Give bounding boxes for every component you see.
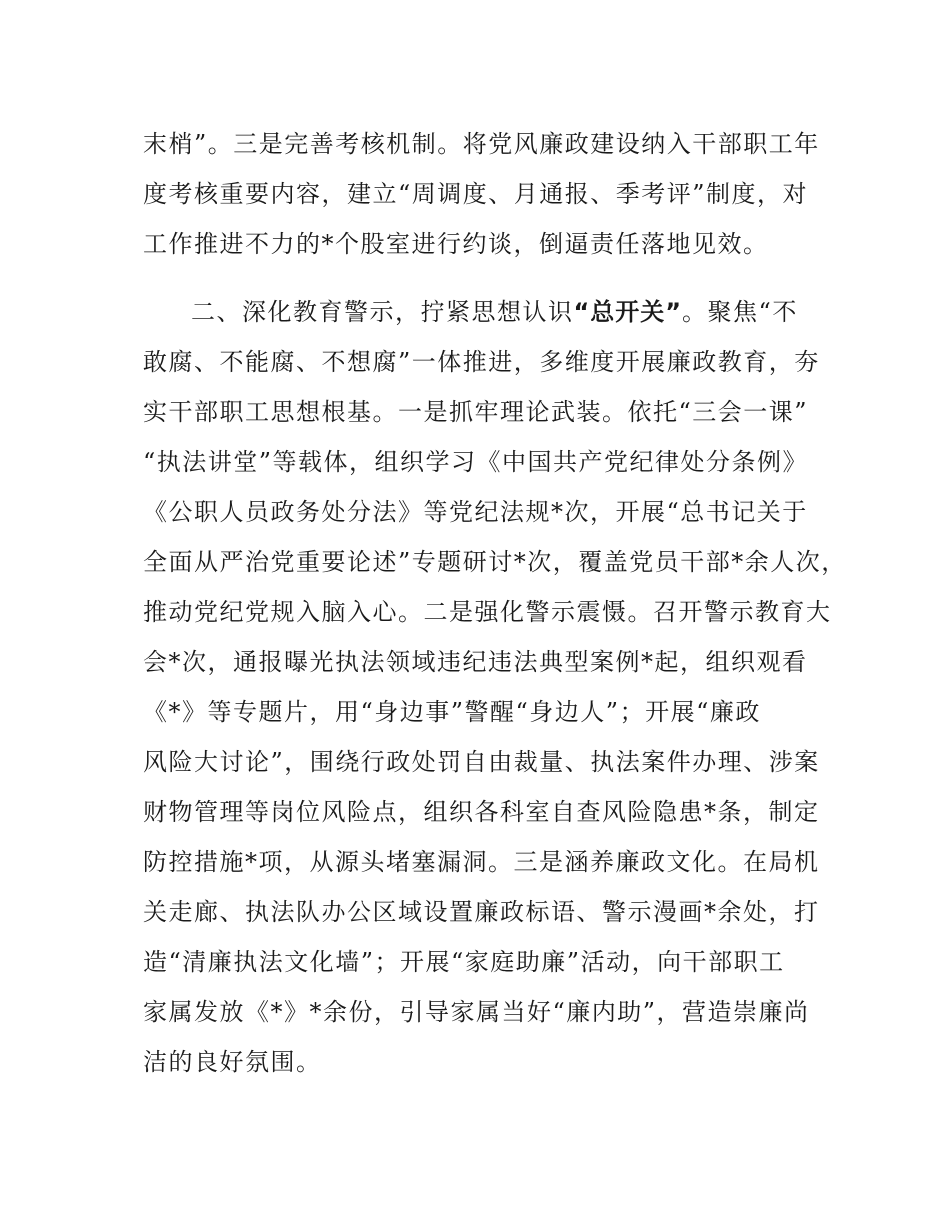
text-line: 财物管理等岗位风险点，组织各科室自查风险隐患*条，制定 [143,798,820,826]
text-line: 实干部职工思想根基。一是抓牢理论武装。依托“三会一课” [143,398,809,426]
text-line: 末梢”。三是完善考核机制。将党风廉政建设纳入干部职工年 [143,130,820,158]
heading-emphasis: “总开关” [573,298,683,326]
text-line: “执法讲堂”等载体，组织学习《中国共产党纪律处分条例》 [143,448,809,476]
text-line: 《公职人员政务处分法》等党纪法规*次，开展“总书记关于 [143,498,808,526]
text-line: 防控措施*项，从源头堵塞漏洞。三是涵养廉政文化。在局机 [143,848,820,876]
text-line: 会*次，通报曝光执法领域违纪违法典型案例*起，组织观看 [143,648,808,676]
text-line: 推动党纪党规入脑入心。二是强化警示震慑。召开警示教育大 [143,598,832,626]
text-line: 度考核重要内容，建立“周调度、月通报、季考评”制度，对 [143,180,809,208]
text-line: 造“清廉执法文化墙”；开展“家庭助廉”活动，向干部职工 [143,948,785,976]
text-line: 敢腐、不能腐、不想腐”一体推进，多维度开展廉政教育，夯 [143,348,820,376]
heading-suffix: 。聚焦“不 [682,298,798,326]
text-line: 全面从严治党重要论述”专题研讨*次，覆盖党员干部*余人次， [143,548,847,576]
text-line: 关走廊、执法队办公区域设置廉政标语、警示漫画*余处，打 [143,898,820,926]
text-line: 风险大讨论”，围绕行政处罚自由裁量、执法案件办理、涉案 [143,748,820,776]
text-line: 《*》等专题片，用“身边事”警醒“身边人”；开展“廉政 [143,698,761,726]
paragraph-heading-line [191,296,798,328]
heading-text: 二、深化教育警示，拧紧思想认识 [191,298,574,326]
text-line: 家属发放《*》*余份，引导家属当好“廉内助”，营造崇廉尚 [143,998,810,1026]
text-line: 洁的良好氛围。 [143,1048,322,1076]
text-line: 工作推进不力的*个股室进行约谈，倒逼责任落地见效。 [143,230,769,258]
